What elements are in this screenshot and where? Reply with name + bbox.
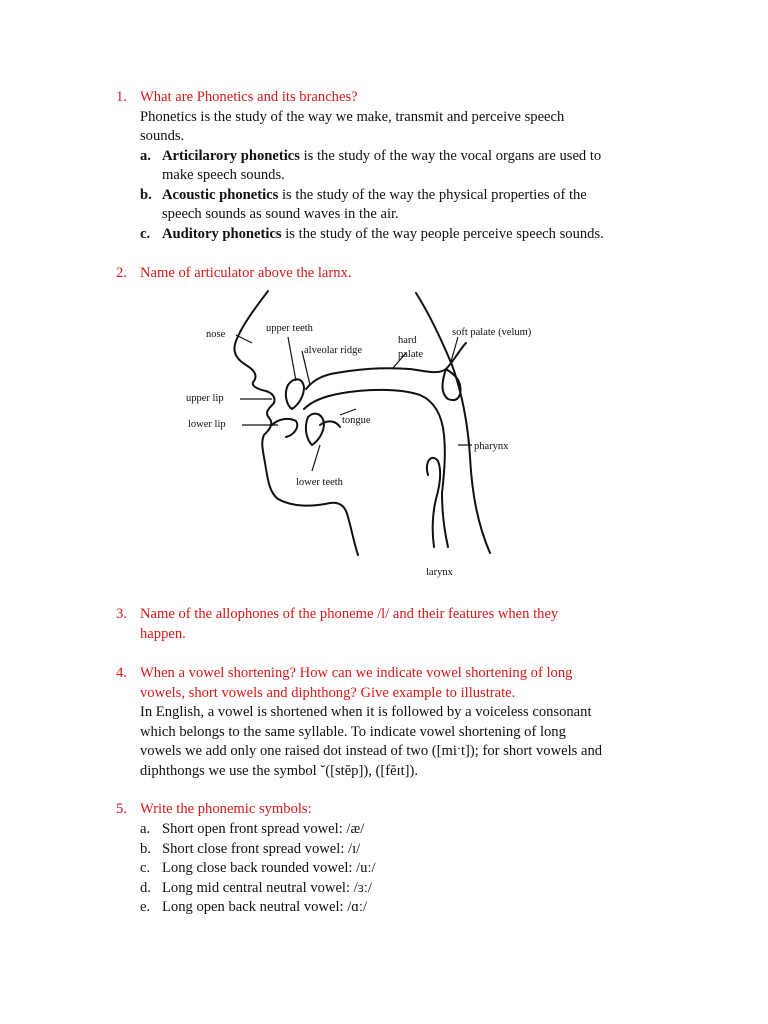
q2-number: 2. bbox=[116, 265, 127, 281]
q1-item-b-line2: speech sounds as sound waves in the air. bbox=[162, 206, 399, 222]
epiglottis-shape bbox=[427, 458, 440, 547]
q4-question-line1: When a vowel shortening? How can we indicate vowel shortening of long bbox=[140, 665, 573, 681]
label-alveolar-ridge: alveolar ridge bbox=[304, 345, 363, 356]
q5-question: Write the phonemic symbols: bbox=[140, 801, 312, 817]
pointer-upper-teeth bbox=[288, 337, 296, 381]
q4-answer-line3: vowels we add only one raised dot instead of two ([miˑt]); for short vowels and bbox=[140, 743, 603, 759]
pointer-nose bbox=[236, 335, 252, 343]
pointer-alveolar-ridge bbox=[302, 351, 310, 385]
q2-question: Name of articulator above the larnx. bbox=[140, 265, 352, 281]
q3-question-line2: happen. bbox=[140, 626, 186, 642]
q4-number: 4. bbox=[116, 665, 127, 681]
q1-item-a-line1 bbox=[162, 147, 601, 167]
q5-item-b-text: Short close front spread vowel: /ɪ/ bbox=[162, 841, 361, 857]
q1-item-c-line1 bbox=[162, 225, 604, 245]
label-lower-teeth: lower teeth bbox=[296, 477, 343, 488]
label-hard-palate-2: palate bbox=[398, 349, 424, 360]
larynx-tube bbox=[442, 493, 448, 547]
q5-item-d-text: Long mid central neutral vowel: /ɜː/ bbox=[162, 880, 372, 896]
q1-item-a-line2: make speech sounds. bbox=[162, 167, 285, 183]
q5-item-a-letter: a. bbox=[140, 821, 151, 837]
upper-teeth-shape bbox=[286, 379, 304, 409]
q1-item-c-term: Auditory phonetics bbox=[162, 226, 282, 242]
q1-item-a-letter: a. bbox=[140, 148, 151, 164]
q1-item-c-letter: c. bbox=[140, 226, 151, 242]
q5-item-c-text: Long close back rounded vowel: /uː/ bbox=[162, 860, 376, 876]
label-upper-lip: upper lip bbox=[186, 393, 224, 404]
q1-item-b-line1 bbox=[162, 186, 587, 206]
label-upper-teeth: upper teeth bbox=[266, 323, 313, 334]
label-hard-palate-1: hard bbox=[398, 335, 417, 346]
q1-number: 1. bbox=[116, 89, 127, 105]
q5-number: 5. bbox=[116, 801, 127, 817]
q3-question-line1: Name of the allophones of the phoneme /l/ and their features when they bbox=[140, 606, 559, 622]
q1-item-b-letter: b. bbox=[140, 187, 152, 203]
q1-item-a-rest1: is the study of the way the vocal organs are used to bbox=[299, 148, 602, 164]
q1-question: What are Phonetics and its branches? bbox=[140, 89, 358, 105]
q5-item-e-letter: e. bbox=[140, 899, 151, 915]
q4-answer-line1: In English, a vowel is shortened when it is followed by a voiceless consonant bbox=[140, 704, 592, 720]
lower-lip-shape bbox=[272, 419, 297, 437]
q1-item-a-term: Articilarory phonetics bbox=[162, 148, 300, 164]
label-nose: nose bbox=[206, 329, 226, 340]
label-pharynx: pharynx bbox=[474, 441, 509, 452]
q1-item-b-rest1: is the study of the way the physical properties of the bbox=[278, 187, 587, 203]
q5-item-e-text: Long open back neutral vowel: /ɑː/ bbox=[162, 899, 367, 915]
vocal-tract-diagram bbox=[180, 285, 570, 585]
q5-item-c-letter: c. bbox=[140, 860, 151, 876]
q1-item-c-rest1: is the study of the way people perceive speech sounds. bbox=[281, 226, 604, 242]
q4-question-line2: vowels, short vowels and diphthong? Give example to illustrate. bbox=[140, 685, 516, 701]
q4-answer-line4: diphthongs we use the symbol ˘([stĕp]), ([fĕɪt]). bbox=[140, 763, 419, 779]
label-soft-palate: soft palate (velum) bbox=[452, 327, 532, 338]
q4-answer-line2: which belongs to the same syllable. To indicate vowel shortening of long bbox=[140, 724, 566, 740]
label-larynx: larynx bbox=[426, 567, 453, 578]
q1-answer-line2: sounds. bbox=[140, 128, 185, 144]
lower-teeth-shape bbox=[306, 414, 324, 445]
pointer-lower-teeth bbox=[312, 445, 320, 471]
q1-item-b-term: Acoustic phonetics bbox=[162, 187, 279, 203]
q5-item-d-letter: d. bbox=[140, 880, 151, 896]
label-lower-lip: lower lip bbox=[188, 419, 226, 430]
q1-answer-line1: Phonetics is the study of the way we make, transmit and perceive speech bbox=[140, 109, 565, 125]
q5-item-a-text: Short open front spread vowel: /æ/ bbox=[162, 821, 365, 837]
label-tongue: tongue bbox=[342, 415, 371, 426]
q5-item-b-letter: b. bbox=[140, 841, 151, 857]
q3-number: 3. bbox=[116, 606, 127, 622]
